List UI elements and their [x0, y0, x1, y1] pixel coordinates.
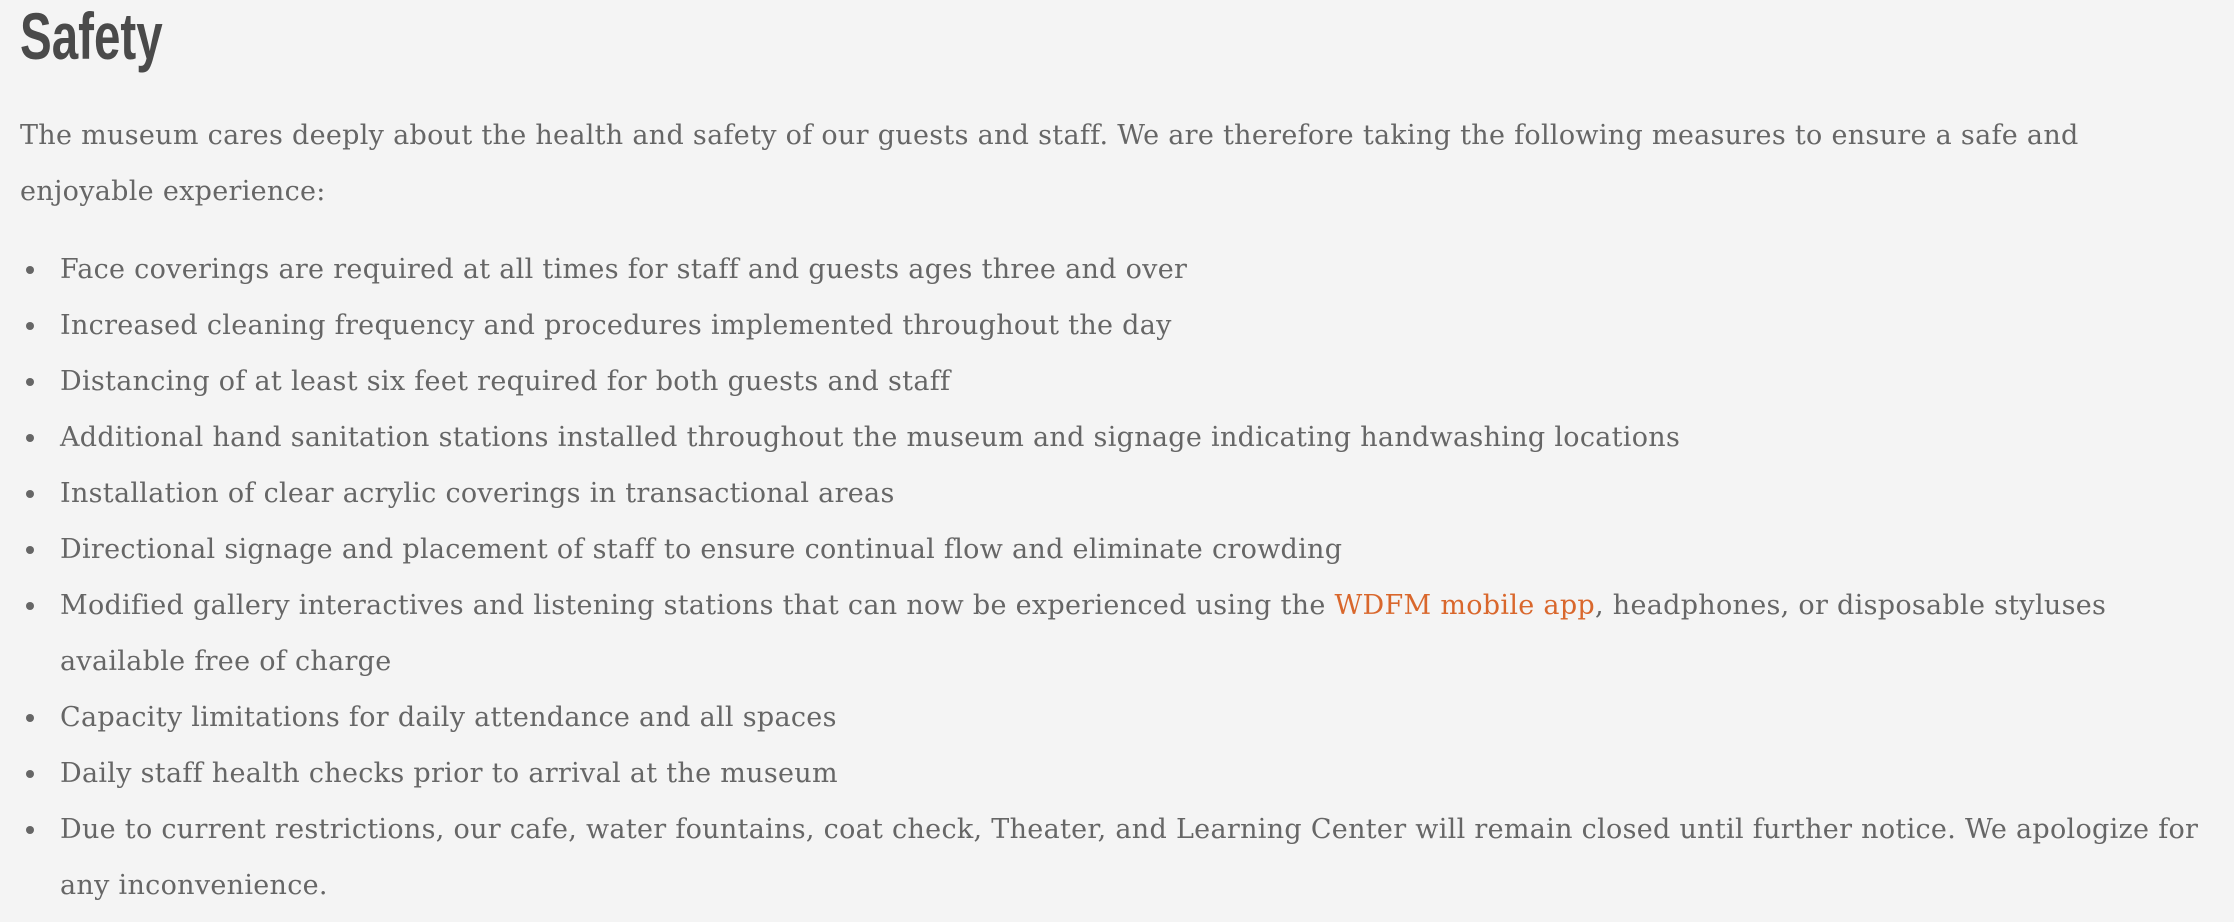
bullet-icon	[26, 546, 34, 554]
list-item-text: Installation of clear acrylic coverings in transactional areas	[60, 478, 895, 509]
list-item	[20, 466, 2220, 522]
list-item-text: Face coverings are required at all times for staff and guests ages three and over	[60, 254, 1188, 285]
list-item-text-before-link: Modified gallery interactives and listening stations that can now be experienced using the	[60, 590, 1335, 621]
bullet-icon	[26, 770, 34, 778]
safety-section	[20, 0, 2220, 914]
intro-paragraph: The museum cares deeply about the health and safety of our guests and staff. We are therefore taking the following measures to ensure a safe and enjoyable experience:	[20, 120, 2079, 207]
list-item-text: Due to current restrictions, our cafe, water fountains, coat check, Theater, and Learning Center will remain closed until further notice. We apologize for any inconvenience.	[60, 814, 2199, 901]
section-title: Safety	[20, 0, 163, 73]
list-item	[20, 354, 2220, 410]
list-item	[20, 298, 2220, 354]
list-item-text: Distancing of at least six feet required for both guests and staff	[60, 366, 951, 397]
wdfm-mobile-app-link[interactable]: WDFM mobile app	[1334, 590, 1595, 621]
list-item-text-after-link: , headphones, or disposable styluses available free of charge	[60, 590, 2107, 677]
bullet-icon	[26, 378, 34, 386]
list-item-text: Capacity limitations for daily attendance and all spaces	[60, 702, 837, 733]
bullet-icon	[26, 266, 34, 274]
list-item-text: Directional signage and placement of staff to ensure continual flow and eliminate crowding	[60, 534, 1343, 565]
list-item-text: Additional hand sanitation stations installed throughout the museum and signage indicating handwashing locations	[60, 422, 1681, 453]
safety-measures-list	[20, 242, 2220, 914]
list-item	[20, 522, 2220, 578]
list-item	[20, 690, 2220, 746]
list-item	[20, 746, 2220, 802]
list-item-text: Daily staff health checks prior to arrival at the museum	[60, 758, 838, 789]
list-item	[20, 578, 2220, 690]
bullet-icon	[26, 490, 34, 498]
bullet-icon	[26, 434, 34, 442]
bullet-icon	[26, 602, 34, 610]
list-item	[20, 802, 2220, 914]
list-item-text: Increased cleaning frequency and procedures implemented throughout the day	[60, 310, 1172, 341]
bullet-icon	[26, 714, 34, 722]
bullet-icon	[26, 322, 34, 330]
list-item	[20, 242, 2220, 298]
list-item	[20, 410, 2220, 466]
bullet-icon	[26, 826, 34, 834]
